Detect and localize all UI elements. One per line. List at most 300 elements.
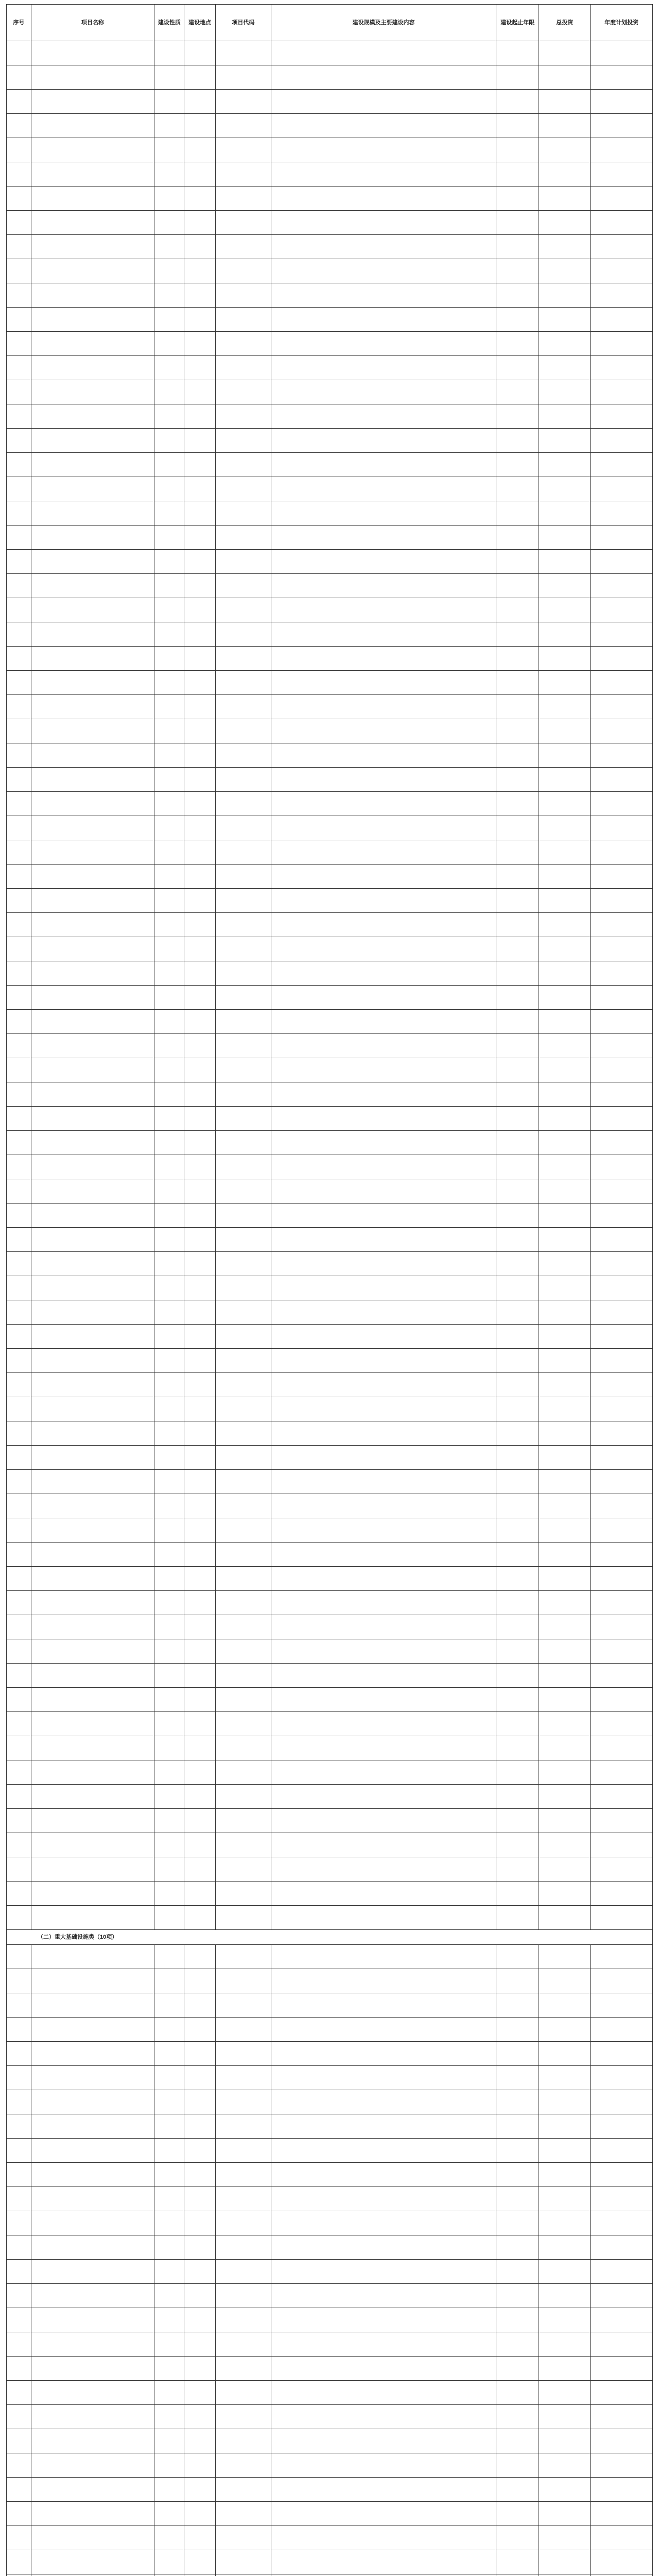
cell-project-name (31, 1373, 154, 1397)
cell-total-investment (539, 1155, 591, 1179)
table-row (7, 1010, 653, 1034)
cell-period (496, 2357, 539, 2381)
cell-index (7, 2114, 31, 2139)
cell-project-name (31, 1785, 154, 1809)
cell-index (7, 2163, 31, 2187)
cell-construction-type (154, 1906, 184, 1930)
cell-annual-investment (591, 1373, 653, 1397)
cell-annual-investment (591, 1906, 653, 1930)
cell-project-code (215, 2211, 271, 2235)
cell-location (184, 1833, 215, 1857)
cell-construction-type (154, 1945, 184, 1969)
cell-project-code (215, 114, 271, 138)
cell-annual-investment (591, 2550, 653, 2574)
cell-annual-investment (591, 1397, 653, 1421)
table-row (7, 1615, 653, 1639)
cell-project-code (215, 1518, 271, 1543)
cell-project-name (31, 865, 154, 889)
table-row (7, 65, 653, 90)
cell-project-code (215, 2235, 271, 2260)
cell-annual-investment (591, 840, 653, 865)
cell-period (496, 2260, 539, 2284)
cell-location (184, 2357, 215, 2381)
cell-location (184, 1155, 215, 1179)
cell-period (496, 937, 539, 961)
cell-location (184, 114, 215, 138)
cell-period (496, 913, 539, 937)
cell-total-investment (539, 332, 591, 356)
cell-location (184, 2429, 215, 2453)
cell-period (496, 768, 539, 792)
cell-period (496, 2308, 539, 2332)
cell-construction-type (154, 477, 184, 501)
cell-index (7, 1421, 31, 1446)
table-row (7, 162, 653, 187)
cell-construction-type (154, 1421, 184, 1446)
cell-period (496, 1615, 539, 1639)
cell-scope-content (271, 1276, 496, 1300)
cell-index (7, 913, 31, 937)
cell-construction-type (154, 2357, 184, 2381)
cell-scope-content (271, 2235, 496, 2260)
cell-index (7, 429, 31, 453)
cell-period (496, 259, 539, 283)
cell-total-investment (539, 1809, 591, 1833)
cell-project-code (215, 1494, 271, 1518)
table-row (7, 840, 653, 865)
cell-total-investment (539, 187, 591, 211)
cell-annual-investment (591, 1107, 653, 1131)
cell-period (496, 961, 539, 986)
cell-construction-type (154, 2042, 184, 2066)
cell-total-investment (539, 162, 591, 187)
cell-annual-investment (591, 2139, 653, 2163)
cell-annual-investment (591, 1300, 653, 1325)
table-row (7, 2526, 653, 2550)
cell-period (496, 1945, 539, 1969)
table-row (7, 1300, 653, 1325)
table-row (7, 1639, 653, 1664)
cell-project-name (31, 913, 154, 937)
cell-project-code (215, 283, 271, 308)
cell-scope-content (271, 2187, 496, 2211)
table-row (7, 1252, 653, 1276)
cell-period (496, 526, 539, 550)
cell-construction-type (154, 1010, 184, 1034)
cell-period (496, 1252, 539, 1276)
cell-project-name (31, 404, 154, 429)
cell-index (7, 768, 31, 792)
cell-project-code (215, 2308, 271, 2332)
table-row (7, 647, 653, 671)
cell-scope-content (271, 1155, 496, 1179)
cell-total-investment (539, 889, 591, 913)
cell-period (496, 114, 539, 138)
cell-period (496, 501, 539, 526)
cell-project-code (215, 1204, 271, 1228)
cell-scope-content (271, 937, 496, 961)
cell-total-investment (539, 1543, 591, 1567)
cell-index (7, 719, 31, 743)
cell-annual-investment (591, 1688, 653, 1712)
cell-scope-content (271, 695, 496, 719)
cell-location (184, 1518, 215, 1543)
table-row (7, 1107, 653, 1131)
cell-project-code (215, 840, 271, 865)
cell-location (184, 2139, 215, 2163)
cell-location (184, 41, 215, 65)
cell-period (496, 1276, 539, 1300)
cell-project-code (215, 1470, 271, 1494)
cell-location (184, 162, 215, 187)
cell-scope-content (271, 647, 496, 671)
cell-construction-type (154, 1276, 184, 1300)
cell-index (7, 138, 31, 162)
cell-project-name (31, 1349, 154, 1373)
cell-scope-content (271, 2139, 496, 2163)
cell-project-name (31, 1969, 154, 1993)
cell-scope-content (271, 1567, 496, 1591)
cell-project-name (31, 816, 154, 840)
cell-location (184, 308, 215, 332)
header-project-code: 项目代码 (215, 5, 271, 41)
cell-project-code (215, 574, 271, 598)
cell-total-investment (539, 1688, 591, 1712)
cell-annual-investment (591, 283, 653, 308)
table-row (7, 1179, 653, 1204)
cell-index (7, 1906, 31, 1930)
cell-total-investment (539, 2405, 591, 2429)
cell-scope-content (271, 622, 496, 647)
table-row (7, 2187, 653, 2211)
cell-project-name (31, 937, 154, 961)
cell-location (184, 719, 215, 743)
cell-project-name (31, 1300, 154, 1325)
cell-location (184, 2284, 215, 2308)
cell-index (7, 526, 31, 550)
cell-project-code (215, 2332, 271, 2357)
table-row (7, 404, 653, 429)
cell-scope-content (271, 2478, 496, 2502)
cell-period (496, 2066, 539, 2090)
cell-construction-type (154, 913, 184, 937)
cell-scope-content (271, 332, 496, 356)
cell-period (496, 1809, 539, 1833)
cell-project-code (215, 1712, 271, 1736)
cell-annual-investment (591, 2381, 653, 2405)
cell-period (496, 1082, 539, 1107)
cell-period (496, 332, 539, 356)
cell-period (496, 235, 539, 259)
cell-period (496, 865, 539, 889)
cell-scope-content (271, 792, 496, 816)
cell-total-investment (539, 283, 591, 308)
cell-index (7, 1712, 31, 1736)
cell-scope-content (271, 913, 496, 937)
cell-project-name (31, 1228, 154, 1252)
cell-total-investment (539, 1252, 591, 1276)
cell-project-code (215, 1397, 271, 1421)
cell-total-investment (539, 90, 591, 114)
table-row (7, 477, 653, 501)
cell-location (184, 1228, 215, 1252)
cell-construction-type (154, 308, 184, 332)
cell-period (496, 671, 539, 695)
cell-annual-investment (591, 2357, 653, 2381)
cell-scope-content (271, 2550, 496, 2574)
cell-construction-type (154, 259, 184, 283)
cell-period (496, 1906, 539, 1930)
cell-index (7, 1664, 31, 1688)
cell-scope-content (271, 2163, 496, 2187)
cell-project-name (31, 2574, 154, 2576)
cell-construction-type (154, 1082, 184, 1107)
cell-annual-investment (591, 1760, 653, 1785)
cell-scope-content (271, 865, 496, 889)
cell-total-investment (539, 1373, 591, 1397)
cell-index (7, 865, 31, 889)
cell-construction-type (154, 1325, 184, 1349)
cell-construction-type (154, 2139, 184, 2163)
cell-annual-investment (591, 2211, 653, 2235)
table-row (7, 211, 653, 235)
cell-scope-content (271, 1179, 496, 1204)
cell-project-name (31, 647, 154, 671)
cell-project-code (215, 162, 271, 187)
cell-total-investment (539, 429, 591, 453)
cell-project-code (215, 961, 271, 986)
cell-location (184, 2211, 215, 2235)
cell-annual-investment (591, 2042, 653, 2066)
cell-location (184, 1969, 215, 1993)
cell-period (496, 792, 539, 816)
cell-index (7, 2357, 31, 2381)
cell-index (7, 65, 31, 90)
cell-index (7, 2453, 31, 2478)
cell-scope-content (271, 2114, 496, 2139)
table-row (7, 550, 653, 574)
cell-construction-type (154, 2211, 184, 2235)
cell-index (7, 1736, 31, 1760)
cell-location (184, 1252, 215, 1276)
cell-scope-content (271, 1591, 496, 1615)
cell-period (496, 1712, 539, 1736)
cell-construction-type (154, 1446, 184, 1470)
cell-project-code (215, 622, 271, 647)
cell-location (184, 1882, 215, 1906)
cell-total-investment (539, 1131, 591, 1155)
cell-total-investment (539, 259, 591, 283)
cell-period (496, 550, 539, 574)
cell-annual-investment (591, 2187, 653, 2211)
table-row (7, 2260, 653, 2284)
table-row (7, 1373, 653, 1397)
cell-location (184, 1785, 215, 1809)
cell-index (7, 1034, 31, 1058)
cell-period (496, 187, 539, 211)
cell-project-name (31, 1252, 154, 1276)
cell-scope-content (271, 65, 496, 90)
cell-index (7, 792, 31, 816)
cell-project-name (31, 986, 154, 1010)
table-row (7, 1421, 653, 1446)
cell-scope-content (271, 1397, 496, 1421)
cell-annual-investment (591, 65, 653, 90)
table-row (7, 501, 653, 526)
cell-period (496, 2429, 539, 2453)
cell-construction-type (154, 2260, 184, 2284)
table-row (7, 429, 653, 453)
cell-total-investment (539, 1857, 591, 1882)
cell-index (7, 2018, 31, 2042)
cell-scope-content (271, 1785, 496, 1809)
cell-project-code (215, 695, 271, 719)
cell-annual-investment (591, 404, 653, 429)
cell-construction-type (154, 695, 184, 719)
cell-project-name (31, 138, 154, 162)
cell-annual-investment (591, 1809, 653, 1833)
table-row (7, 2114, 653, 2139)
cell-period (496, 1373, 539, 1397)
cell-location (184, 1688, 215, 1712)
cell-total-investment (539, 1906, 591, 1930)
cell-project-code (215, 1107, 271, 1131)
cell-project-name (31, 162, 154, 187)
cell-project-name (31, 2187, 154, 2211)
document-page (6, 4, 653, 2576)
cell-annual-investment (591, 1325, 653, 1349)
cell-project-code (215, 2453, 271, 2478)
cell-location (184, 1591, 215, 1615)
cell-location (184, 2550, 215, 2574)
cell-period (496, 41, 539, 65)
cell-annual-investment (591, 2235, 653, 2260)
cell-location (184, 2235, 215, 2260)
cell-project-name (31, 1421, 154, 1446)
cell-index (7, 598, 31, 622)
cell-location (184, 598, 215, 622)
cell-index (7, 1252, 31, 1276)
cell-construction-type (154, 1155, 184, 1179)
cell-scope-content (271, 380, 496, 404)
cell-location (184, 283, 215, 308)
cell-period (496, 1228, 539, 1252)
cell-total-investment (539, 2429, 591, 2453)
cell-period (496, 477, 539, 501)
cell-index (7, 2308, 31, 2332)
cell-construction-type (154, 792, 184, 816)
cell-index (7, 1591, 31, 1615)
table-row (7, 1494, 653, 1518)
section-label: （二）重大基础设施类（10项） (7, 1930, 653, 1945)
table-row (7, 743, 653, 768)
cell-total-investment (539, 2478, 591, 2502)
cell-annual-investment (591, 1857, 653, 1882)
cell-period (496, 2139, 539, 2163)
cell-period (496, 1034, 539, 1058)
cell-scope-content (271, 743, 496, 768)
cell-location (184, 865, 215, 889)
cell-annual-investment (591, 1034, 653, 1058)
cell-annual-investment (591, 2018, 653, 2042)
cell-construction-type (154, 743, 184, 768)
table-row (7, 2478, 653, 2502)
cell-scope-content (271, 477, 496, 501)
cell-index (7, 1373, 31, 1397)
cell-index (7, 1107, 31, 1131)
cell-annual-investment (591, 1276, 653, 1300)
cell-location (184, 889, 215, 913)
cell-project-name (31, 2332, 154, 2357)
cell-location (184, 1204, 215, 1228)
cell-construction-type (154, 1179, 184, 1204)
table-row (7, 2284, 653, 2308)
cell-project-code (215, 1945, 271, 1969)
cell-location (184, 1712, 215, 1736)
cell-project-name (31, 1470, 154, 1494)
cell-project-name (31, 2381, 154, 2405)
cell-construction-type (154, 937, 184, 961)
cell-project-name (31, 768, 154, 792)
cell-index (7, 1155, 31, 1179)
cell-location (184, 2478, 215, 2502)
cell-project-name (31, 1688, 154, 1712)
table-row (7, 283, 653, 308)
cell-construction-type (154, 2284, 184, 2308)
table-row (7, 1082, 653, 1107)
cell-construction-type (154, 501, 184, 526)
cell-project-name (31, 1010, 154, 1034)
cell-construction-type (154, 2114, 184, 2139)
cell-location (184, 2090, 215, 2114)
cell-index (7, 2066, 31, 2090)
cell-project-code (215, 1857, 271, 1882)
cell-index (7, 1760, 31, 1785)
cell-project-code (215, 2405, 271, 2429)
cell-period (496, 1785, 539, 1809)
cell-total-investment (539, 2235, 591, 2260)
cell-annual-investment (591, 792, 653, 816)
cell-index (7, 1446, 31, 1470)
table-row (7, 1446, 653, 1470)
header-location: 建设地点 (184, 5, 215, 41)
cell-location (184, 187, 215, 211)
cell-project-name (31, 1276, 154, 1300)
cell-scope-content (271, 1252, 496, 1276)
cell-location (184, 404, 215, 429)
table-row (7, 90, 653, 114)
table-row (7, 1034, 653, 1058)
table-row (7, 2381, 653, 2405)
table-row (7, 1131, 653, 1155)
cell-index (7, 1228, 31, 1252)
cell-total-investment (539, 2187, 591, 2211)
table-row (7, 889, 653, 913)
cell-period (496, 2090, 539, 2114)
cell-index (7, 1993, 31, 2018)
cell-total-investment (539, 1300, 591, 1325)
cell-annual-investment (591, 138, 653, 162)
cell-project-code (215, 1300, 271, 1325)
cell-construction-type (154, 332, 184, 356)
cell-index (7, 283, 31, 308)
cell-index (7, 2502, 31, 2526)
cell-project-name (31, 114, 154, 138)
table-row (7, 937, 653, 961)
cell-project-name (31, 1494, 154, 1518)
cell-annual-investment (591, 1058, 653, 1082)
cell-project-name (31, 1034, 154, 1058)
